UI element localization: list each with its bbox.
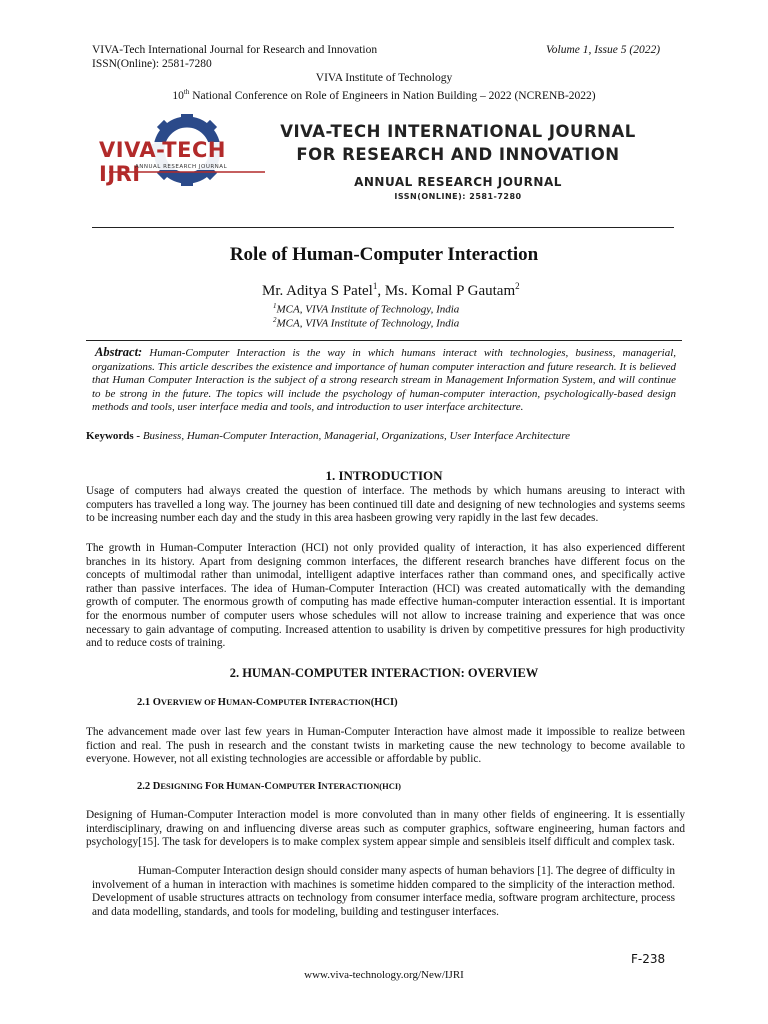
section-heading-overview: 2. HUMAN-COMPUTER INTERACTION: OVERVIEW: [229, 666, 539, 680]
banner-title-line2: FOR RESEARCH AND INNOVATION: [296, 145, 620, 164]
logo-subtext: ANNUAL RESEARCH JOURNAL: [135, 164, 228, 170]
keywords: Keywords - Business, Human-Computer Interaction, Managerial, Organizations, User Interface Architecture: [86, 430, 571, 442]
subsection-heading-2-1: 2.1 OVERVIEW OF HUMAN-COMPUTER INTERACTION(HCI): [137, 697, 398, 708]
logo-text: VIVA-TECH IJRI: [99, 138, 226, 186]
section-heading-introduction: 1. INTRODUCTION: [325, 468, 443, 483]
page-number: F-238: [631, 952, 666, 966]
intro-paragraph-1: Usage of computers had always created the question of interface. The methods by which humans areusing to interact with computers has travelled a long way. The journey has been continued till date and designing of new technologies and systems seems to be increasing number each day and the study in this area hasbeen growing very rapidly in the last few decades.: [86, 485, 685, 525]
header-journal-line: VIVA-Tech International Journal for Research and Innovation: [92, 44, 378, 56]
affiliation-2: $^2$MCA, VIVA Institute of Technology, India: [273, 316, 460, 330]
banner-title-line1: VIVA-TECH INTERNATIONAL JOURNAL: [280, 122, 636, 141]
subsection-2-2-paragraph-1: Designing of Human-Computer Interaction model is more convoluted than in many other fields of engineering. It is essentially interdisciplinary, drawing on and influencing diverse areas such as computer graphics, software engineering, human factors and psychology[15]. The task for developers is to make complex system appear simple and sensibleis itself difficult and complex task.: [86, 809, 685, 849]
header-volume: Volume 1, Issue 5 (2022): [546, 44, 661, 56]
abstract: Abstract: Human-Computer Interaction is the way in which humans interact with technologies, business, managerial, organizations. This article describes the existence and importance of human computer interaction and future research. It is believed that Human Computer Interaction is the subject of a strong research stream in Management Information System, and will continue to be strong in the future. The topics will include the psychology of human-computer interaction, psychologically-based design methods and tools, user interface media and tools, and introduction to user interface architecture.: [92, 345, 676, 413]
intro-paragraph-2: The growth in Human-Computer Interaction (HCI) not only provided quality of interaction, it has also experienced different branches in its history. Apart from designing common interfaces, the different research branches have different focus on the concepts of multimodal rather than unimodal, intelligent adaptive interfaces rather than command ones, and specifically active rather than passive interfaces. The idea of Human-Computer Interaction (HCI) was created automatically with the demanding growth of computer. The enormous growth of computing has made effective human-computer interaction essential. It is important for the enormous number of computer users whose schedules will not allow to increase training and experience that was once necessary to gain advantage of computing. Increased attention to usability is driven by competitive pressures for high productivity and to reduce costs of training.: [86, 542, 685, 650]
journal-logo: [95, 112, 275, 190]
banner-issn: ISSN(ONLINE): 2581-7280: [394, 192, 522, 201]
authors: Mr. Aditya S Patel$^1$, Ms. Komal P Gautam$^2$: [262, 281, 520, 299]
banner-subtitle: ANNUAL RESEARCH JOURNAL: [354, 175, 562, 189]
paper-title: Role of Human-Computer Interaction: [229, 244, 539, 265]
subsection-2-2-paragraph-2: Human-Computer Interaction design should consider many aspects of human behaviors [1]. The degree of difficulty in involvement of a human in interaction with machines is sometime hidden compared to the simplicity of the interaction method. Development of usable structures attracts on technology from consumer interface media, software program architecture, process and data modelling, standards, and tools for modeling, building and testinguser interfaces.: [92, 865, 675, 918]
footer-url[interactable]: www.viva-technology.org/New/IJRI: [304, 969, 464, 981]
header-conference: 10th National Conference on Role of Engineers in Nation Building – 2022 (NCRENB-2022): [172, 88, 596, 102]
subsection-heading-2-2: 2.2 DESIGNING FOR HUMAN-COMPUTER INTERACTION(HCI): [137, 781, 402, 792]
header-institute: VIVA Institute of Technology: [315, 72, 453, 84]
affiliation-1: $^1$MCA, VIVA Institute of Technology, India: [273, 302, 460, 316]
banner-divider: [92, 227, 674, 228]
header-issn: ISSN(Online): 2581-7280: [92, 58, 212, 70]
abstract-rule: [86, 340, 682, 341]
subsection-2-1-paragraph: The advancement made over last few years in Human-Computer Interaction have almost made it impossible to realize between fiction and real. The push in research and the constant twists in marketing cause the new technology to become available to everyone. However, not all existing technologies are accessible or affordable by public.: [86, 726, 685, 766]
